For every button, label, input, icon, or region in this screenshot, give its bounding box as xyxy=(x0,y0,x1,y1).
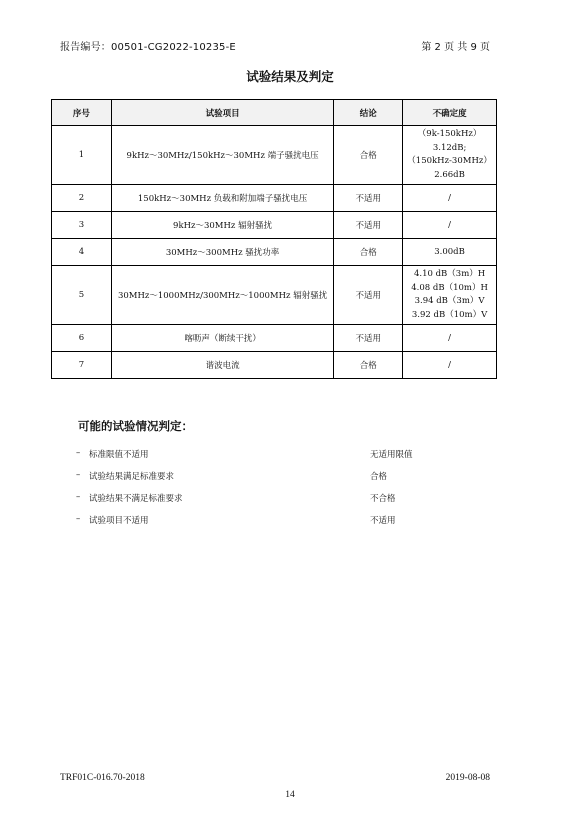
row-result: 不适用 xyxy=(334,325,403,352)
verdict-list xyxy=(76,448,476,536)
footer-date: 2019-08-08 xyxy=(445,773,490,783)
row-no: 5 xyxy=(52,266,112,325)
table-row xyxy=(52,212,497,239)
verdict-label: 试验项目不适用 xyxy=(89,516,149,526)
uncertainty-line: 4.10 dB（3m）H xyxy=(413,269,486,279)
bullet-dash: – xyxy=(76,470,81,480)
form-number: TRF01C-016.70-2018 xyxy=(60,773,145,783)
page-title: 试验结果及判定 xyxy=(246,69,334,84)
row-uncertainty: / xyxy=(403,212,497,239)
verdict-section-title: 可能的试验情况判定： xyxy=(78,419,193,433)
row-result: 合格 xyxy=(334,126,403,185)
row-item: 30MHz～1000MHz/300MHz～1000MHz 辐射骚扰 xyxy=(111,266,334,325)
header-result: 结论 xyxy=(334,100,403,126)
row-no: 3 xyxy=(52,212,112,239)
row-item: 9kHz～30MHz/150kHz～30MHz 端子骚扰电压 xyxy=(111,126,334,185)
verdict-label: 试验结果不满足标准要求 xyxy=(89,494,183,504)
verdict-value: 合格 xyxy=(370,472,388,482)
row-uncertainty: / xyxy=(403,185,497,212)
bullet-dash: – xyxy=(76,448,81,458)
bullet-dash: – xyxy=(76,492,81,502)
page-number: 14 xyxy=(285,790,295,800)
row-result: 不适用 xyxy=(334,266,403,325)
row-result: 不适用 xyxy=(334,185,403,212)
row-uncertainty: 3.00dB xyxy=(403,239,497,266)
row-uncertainty: / xyxy=(403,325,497,352)
verdict-label: 试验结果满足标准要求 xyxy=(89,472,175,482)
list-item xyxy=(76,470,476,492)
header-uncertainty: 不确定度 xyxy=(403,100,497,126)
row-result: 合格 xyxy=(334,352,403,379)
row-item: 9kHz～30MHz 辐射骚扰 xyxy=(111,212,334,239)
uncertainty-line: 3.94 dB（3m）V xyxy=(414,296,485,306)
row-no: 6 xyxy=(52,325,112,352)
page-info: 第 2 页 共 9 页 xyxy=(421,42,490,53)
row-item: 150kHz～30MHz 负载和附加端子骚扰电压 xyxy=(111,185,334,212)
uncertainty-line: （9k-150kHz） xyxy=(417,129,482,139)
row-item: 30MHz～300MHz 骚扰功率 xyxy=(111,239,334,266)
results-table xyxy=(51,99,497,379)
verdict-value: 不适用 xyxy=(370,516,396,526)
row-no: 2 xyxy=(52,185,112,212)
uncertainty-line: 3.12dB; xyxy=(432,142,467,153)
header-item: 试验项目 xyxy=(111,100,334,126)
uncertainty-line: 4.08 dB（10m）H xyxy=(411,282,488,293)
row-result: 合格 xyxy=(334,239,403,266)
row-item: 喀呖声（断续干扰） xyxy=(111,325,334,352)
verdict-value: 不合格 xyxy=(370,494,396,504)
list-item xyxy=(76,492,476,514)
row-result: 不适用 xyxy=(334,212,403,239)
row-no: 1 xyxy=(52,126,112,185)
uncertainty-line: 3.92 dB（10m）V xyxy=(411,309,488,320)
row-uncertainty xyxy=(403,126,497,185)
row-uncertainty xyxy=(403,266,497,325)
table-row xyxy=(52,325,497,352)
verdict-label: 标准限值不适用 xyxy=(89,450,149,460)
bullet-dash: – xyxy=(76,514,81,524)
table-row xyxy=(52,239,497,266)
list-item xyxy=(76,514,476,536)
table-row xyxy=(52,352,497,379)
uncertainty-line: 2.66dB xyxy=(434,169,465,180)
row-no: 4 xyxy=(52,239,112,266)
report-number: 报告编号：00501-CG2022-10235-E xyxy=(60,42,236,53)
table-row xyxy=(52,126,497,185)
list-item xyxy=(76,448,476,470)
uncertainty-line: （150kHz-30MHz） xyxy=(407,156,492,166)
header-no: 序号 xyxy=(52,100,112,126)
row-uncertainty: / xyxy=(403,352,497,379)
table-row xyxy=(52,266,497,325)
row-no: 7 xyxy=(52,352,112,379)
verdict-value: 无适用限值 xyxy=(370,450,413,460)
row-item: 谐波电流 xyxy=(111,352,334,379)
table-header-row xyxy=(52,100,497,126)
table-row xyxy=(52,185,497,212)
